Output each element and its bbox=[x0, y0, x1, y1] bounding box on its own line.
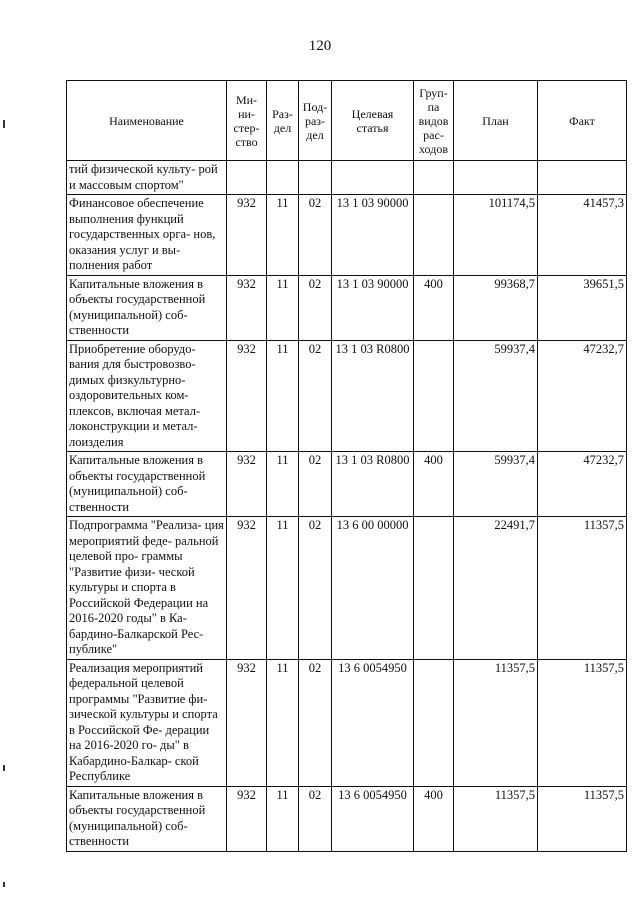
cell-ministry: 932 bbox=[227, 659, 267, 786]
header-subsection: Под- раз- дел bbox=[299, 81, 332, 161]
cell-fact: 41457,3 bbox=[538, 195, 627, 276]
cell-target bbox=[332, 161, 414, 195]
cell-ministry: 932 bbox=[227, 275, 267, 340]
header-name: Наименование bbox=[67, 81, 227, 161]
cell-subsection: 02 bbox=[299, 340, 332, 452]
table-row bbox=[67, 275, 627, 340]
cell-name: Капитальные вложения в объекты государственной (муниципальной) соб- ственности bbox=[67, 786, 227, 851]
cell-plan: 11357,5 bbox=[454, 659, 538, 786]
cell-group bbox=[414, 340, 454, 452]
cell-plan: 11357,5 bbox=[454, 786, 538, 851]
cell-fact: 11357,5 bbox=[538, 659, 627, 786]
cell-group: 400 bbox=[414, 275, 454, 340]
table-row bbox=[67, 452, 627, 517]
cell-group bbox=[414, 195, 454, 276]
cell-fact bbox=[538, 161, 627, 195]
cell-target: 13 6 0054950 bbox=[332, 786, 414, 851]
cell-section: 11 bbox=[267, 195, 299, 276]
cell-section: 11 bbox=[267, 452, 299, 517]
cell-target: 13 1 03 R0800 bbox=[332, 452, 414, 517]
cell-section: 11 bbox=[267, 786, 299, 851]
cell-subsection: 02 bbox=[299, 786, 332, 851]
cell-group bbox=[414, 517, 454, 660]
cell-plan bbox=[454, 161, 538, 195]
margin-mark-bottom bbox=[3, 882, 5, 887]
cell-target: 13 6 00 00000 bbox=[332, 517, 414, 660]
header-section: Раз- дел bbox=[267, 81, 299, 161]
cell-section: 11 bbox=[267, 517, 299, 660]
budget-table bbox=[66, 80, 627, 852]
cell-group bbox=[414, 161, 454, 195]
cell-ministry: 932 bbox=[227, 340, 267, 452]
cell-section: 11 bbox=[267, 275, 299, 340]
header-target: Целевая статья bbox=[332, 81, 414, 161]
table-row bbox=[67, 517, 627, 660]
cell-group: 400 bbox=[414, 786, 454, 851]
cell-subsection bbox=[299, 161, 332, 195]
cell-fact: 11357,5 bbox=[538, 517, 627, 660]
table-header-row bbox=[67, 81, 627, 161]
cell-subsection: 02 bbox=[299, 195, 332, 276]
header-plan: План bbox=[454, 81, 538, 161]
margin-mark-middle bbox=[3, 765, 5, 771]
table-row bbox=[67, 659, 627, 786]
cell-section: 11 bbox=[267, 659, 299, 786]
cell-group: 400 bbox=[414, 452, 454, 517]
cell-fact: 39651,5 bbox=[538, 275, 627, 340]
cell-ministry bbox=[227, 161, 267, 195]
cell-name: Подпрограмма "Реализа- ция мероприятий феде- ральной целевой про- граммы "Развитие физи- ческой культуры и спорта в Российской Федерации на 2016-2020 годы" в Ка- бардино-Балкарской Рес- публике" bbox=[67, 517, 227, 660]
cell-ministry: 932 bbox=[227, 517, 267, 660]
cell-plan: 22491,7 bbox=[454, 517, 538, 660]
cell-subsection: 02 bbox=[299, 275, 332, 340]
cell-subsection: 02 bbox=[299, 452, 332, 517]
cell-ministry: 932 bbox=[227, 452, 267, 517]
header-ministry: Ми- ни- стер- ство bbox=[227, 81, 267, 161]
cell-target: 13 1 03 90000 bbox=[332, 195, 414, 276]
cell-fact: 11357,5 bbox=[538, 786, 627, 851]
cell-name: тий физической культу- рой и массовым спортом" bbox=[67, 161, 227, 195]
cell-subsection: 02 bbox=[299, 517, 332, 660]
page-number: 120 bbox=[308, 38, 332, 54]
cell-name: Капитальные вложения в объекты государственной (муниципальной) соб- ственности bbox=[67, 452, 227, 517]
header-group: Груп- па видов рас- ходов bbox=[414, 81, 454, 161]
cell-target: 13 1 03 R0800 bbox=[332, 340, 414, 452]
cell-group bbox=[414, 659, 454, 786]
cell-ministry: 932 bbox=[227, 786, 267, 851]
cell-name: Реализация мероприятий федеральной целевой программы "Развитие фи- зической культуры и спорта в Российской Фе- дерации на 2016-2020 го- ды" в Кабардино-Балкар- ской Республике bbox=[67, 659, 227, 786]
cell-section: 11 bbox=[267, 340, 299, 452]
cell-name: Капитальные вложения в объекты государственной (муниципальной) соб- ственности bbox=[67, 275, 227, 340]
cell-subsection: 02 bbox=[299, 659, 332, 786]
cell-section bbox=[267, 161, 299, 195]
table-row bbox=[67, 786, 627, 851]
cell-target: 13 6 0054950 bbox=[332, 659, 414, 786]
table-row bbox=[67, 161, 627, 195]
cell-plan: 99368,7 bbox=[454, 275, 538, 340]
margin-mark-top bbox=[3, 120, 5, 128]
cell-ministry: 932 bbox=[227, 195, 267, 276]
cell-target: 13 1 03 90000 bbox=[332, 275, 414, 340]
table-row bbox=[67, 195, 627, 276]
header-fact: Факт bbox=[538, 81, 627, 161]
cell-fact: 47232,7 bbox=[538, 452, 627, 517]
cell-plan: 101174,5 bbox=[454, 195, 538, 276]
table-row bbox=[67, 340, 627, 452]
cell-name: Приобретение оборудо- вания для быстровозво- димых физкультурно- оздоровительных ком- плексов, включая метал- локонструкции и метал- лоизделия bbox=[67, 340, 227, 452]
cell-name: Финансовое обеспечение выполнения функций государственных орга- нов, оказания услуг и вы- полнения работ bbox=[67, 195, 227, 276]
cell-fact: 47232,7 bbox=[538, 340, 627, 452]
cell-plan: 59937,4 bbox=[454, 452, 538, 517]
cell-plan: 59937,4 bbox=[454, 340, 538, 452]
